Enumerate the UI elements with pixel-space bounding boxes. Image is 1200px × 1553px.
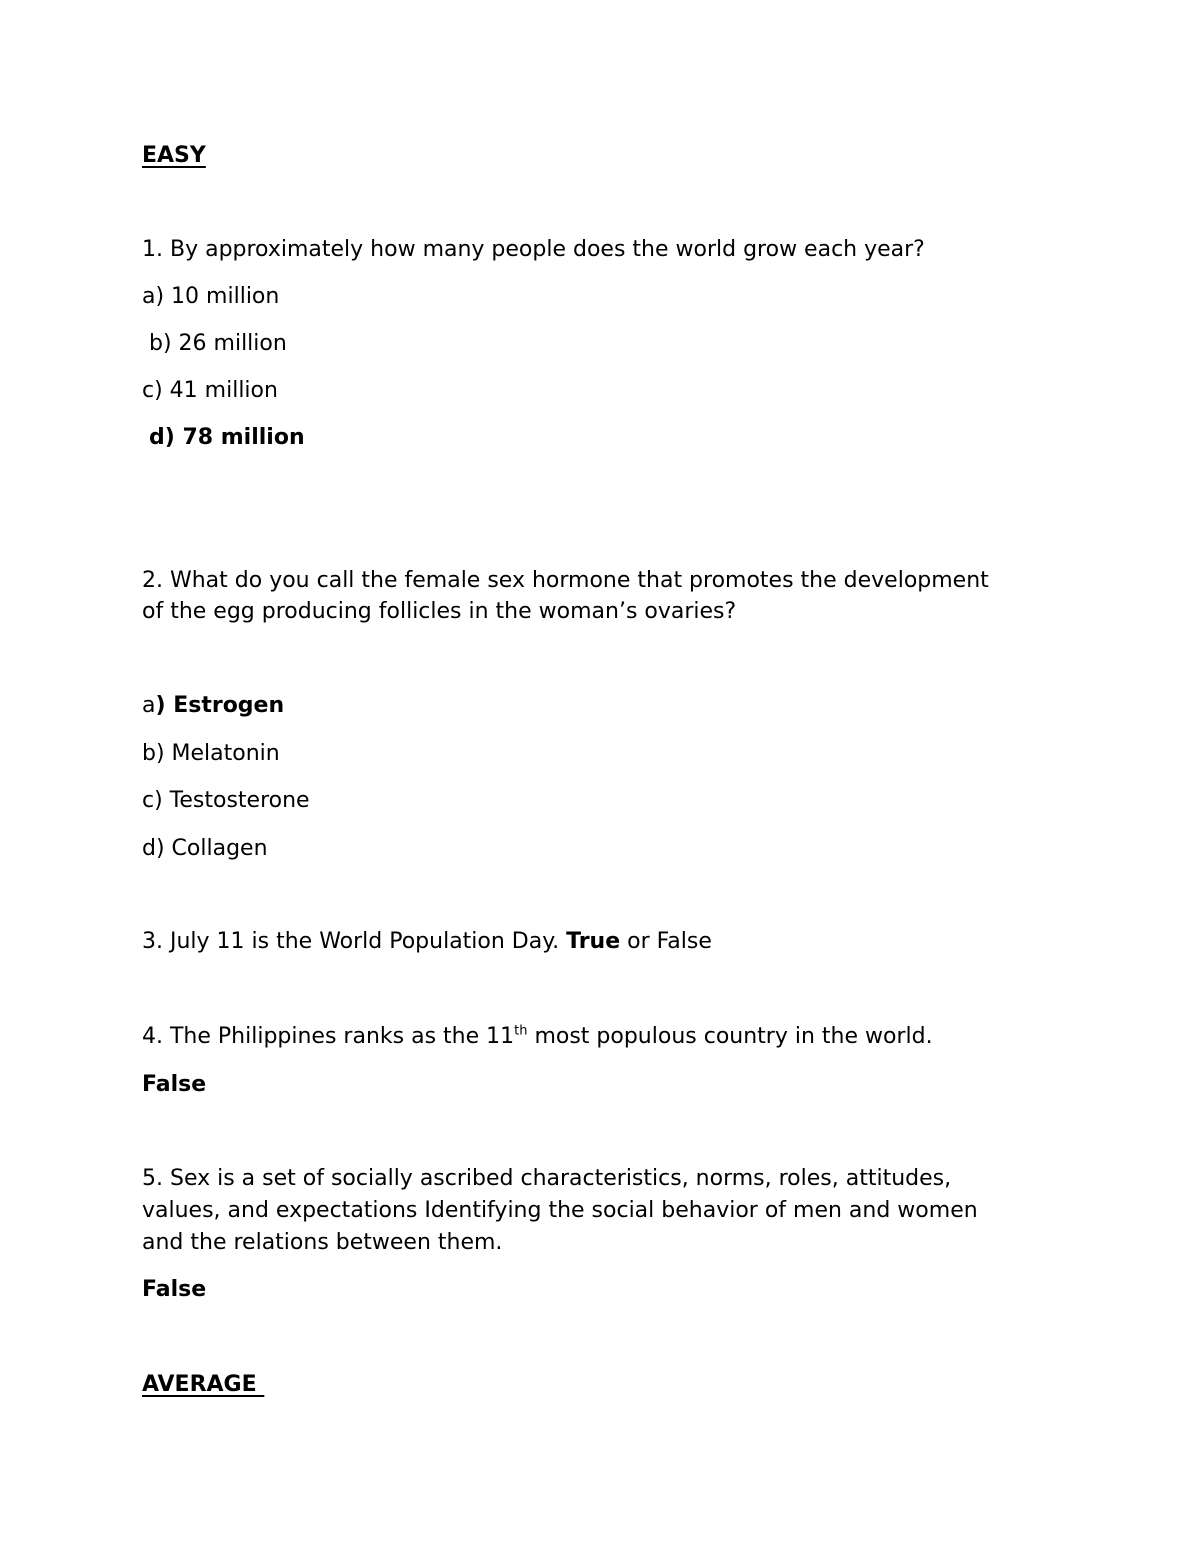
q2-option-a-prefix: a [142,693,156,718]
q3-answer: True [566,929,621,954]
q2-option-d: d) Collagen [142,836,268,861]
q2-option-a-label: ) Estrogen [155,693,285,718]
q4-statement-after: most populous country in the world. [527,1024,933,1049]
q1-option-d-answer: d) 78 million [149,425,305,450]
q1-option-a: a) 10 million [142,284,280,309]
q1-option-c: c) 41 million [142,378,278,403]
q4-answer: False [142,1072,207,1097]
question-5-text-line3: and the relations between them. [142,1230,503,1255]
q2-option-c: c) Testosterone [142,788,310,813]
q4-superscript: th [514,1023,528,1039]
question-2-text-line1: 2. What do you call the female sex hormone that promotes the development [142,568,989,593]
question-5-text-line1: 5. Sex is a set of socially ascribed characteristics, norms, roles, attitudes, [142,1166,952,1191]
question-2-text-line2: of the egg producing follicles in the woman’s ovaries? [142,599,737,624]
question-1-text: 1. By approximately how many people does the world grow each year? [142,237,925,262]
section-heading-average: AVERAGE [142,1372,265,1397]
q1-option-b: b) 26 million [149,331,287,356]
section-heading-easy: EASY [142,143,206,168]
question-4-text [142,1021,933,1053]
q3-statement: 3. July 11 is the World Population Day. [142,929,567,954]
q3-tail: or False [620,929,712,954]
q5-answer: False [142,1277,207,1302]
question-3-text [142,926,712,958]
q4-statement-before: 4. The Philippines ranks as the 11 [142,1024,515,1049]
q2-option-a-answer [142,690,284,722]
question-5-text-line2: values, and expectations Identifying the social behavior of men and women [142,1198,978,1223]
q2-option-b: b) Melatonin [142,741,280,766]
